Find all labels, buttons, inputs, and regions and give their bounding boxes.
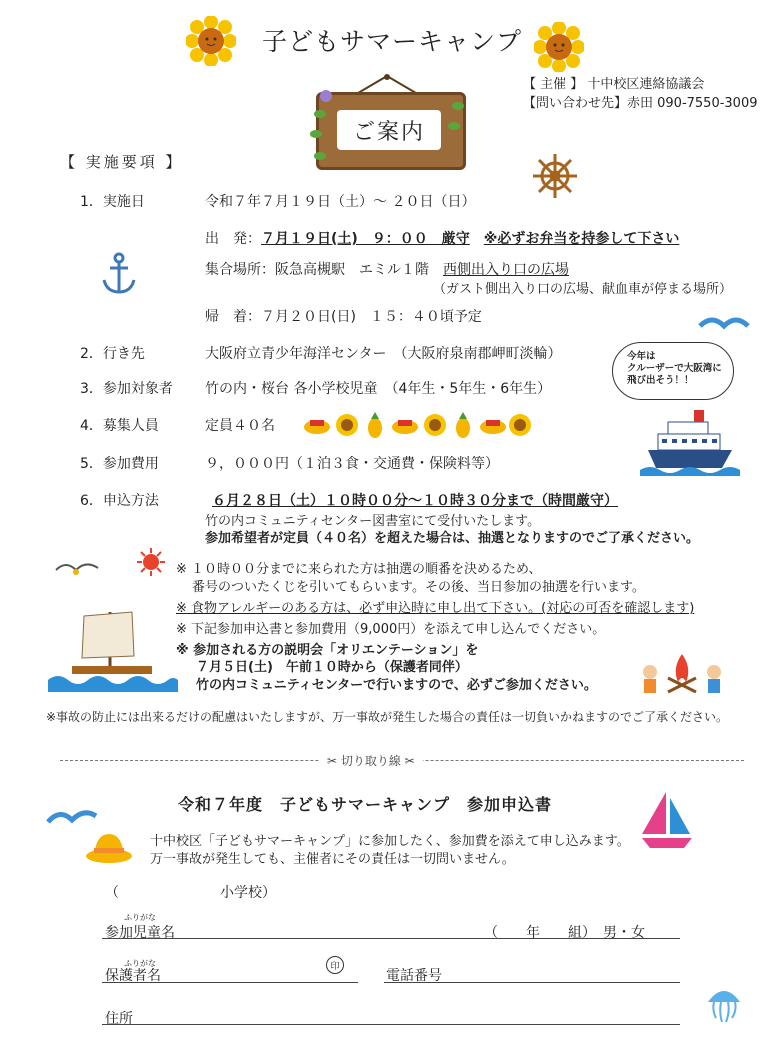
seagull-icon: [698, 312, 750, 340]
note-orientation-1: ※ 参加される方の説明会「オリエンテーション」を: [176, 643, 479, 658]
address-field[interactable]: [102, 1024, 680, 1025]
seal-mark: 印: [326, 956, 344, 974]
depart-prefix: 出 発：: [205, 231, 261, 247]
note-lottery-2: 番号のついたくじを引いてもらいます。その後、当日参加の抽選を行います。: [192, 580, 645, 595]
bubble-line-2: クルーザーで大阪湾に: [627, 363, 722, 374]
section-heading: 【 実施要項 】: [60, 153, 184, 171]
meet-place: 西側出入り口の広場: [443, 262, 569, 278]
form-intro-2: 万一事故が発生しても、主催者にその責任は一切問いません。: [150, 852, 515, 867]
item-fee-label: 5．参加費用: [80, 456, 159, 472]
child-ruby: ふりがな: [124, 913, 156, 922]
sailboat-icon: [638, 790, 696, 852]
phone-field[interactable]: [384, 982, 680, 983]
jellyfish-icon: [704, 984, 744, 1024]
item-destination-value: 大阪府立青少年海洋センター （大阪府泉南郡岬町淡輪）: [205, 346, 562, 362]
item-date-label: 1．実施日: [80, 194, 145, 210]
anchor-icon: [101, 252, 137, 296]
note-lottery-1: ※ １０時００分までに来られた方は抽選の順番を決めるため、: [176, 562, 542, 577]
item-date-value: 令和７年７月１９日（土）～ ２０日（日）: [205, 194, 476, 210]
form-intro-1: 十中校区「子どもサマーキャンプ」に参加したく、参加費を添えて申し込みます。: [150, 834, 630, 849]
organizer-info: [523, 75, 758, 113]
disclaimer: ※事故の防止には出来るだけの配慮はいたしますが、万一事故が発生した場合の責任は一切負いかねますのでご了承ください。: [46, 710, 729, 724]
item-date: [0, 191, 778, 211]
decorative-icon-row: [302, 410, 532, 440]
sun-icon: [136, 547, 166, 577]
grade-class-gender: （ 年 組） 男・女: [484, 925, 645, 941]
phone-label: 電話番号: [386, 968, 442, 984]
apply-place: 竹の内コミュニティセンター図書室にて受付いたします。: [205, 514, 541, 529]
depart-row: [205, 228, 679, 248]
note-orientation-2: ７月５日(土) 午前１０時から（保護者同伴）: [196, 660, 468, 675]
item-capacity-label: 4．募集人員: [80, 418, 159, 434]
sunflower-left-icon: [186, 16, 236, 66]
depart-time: ７月１９日(土) ９：００ 厳守: [261, 231, 470, 247]
sunflower-right-icon: [534, 22, 584, 72]
school-label: 小学校）: [220, 885, 276, 901]
guardian-ruby: ふりがな: [124, 959, 156, 968]
cut-line-label: ✂ 切り取り線 ✂: [319, 752, 423, 769]
item-target-value: 竹の内・桜台 各小学校児童 （4年生・5年生・6年生）: [205, 381, 552, 397]
school-open-paren: （: [105, 885, 119, 901]
campfire-kids-icon: [640, 648, 724, 698]
meet-row: [205, 259, 569, 279]
cruise-ship-icon: [640, 404, 740, 476]
organizer-contact: 【問い合わせ先】赤田 090-7550-3009: [523, 96, 758, 111]
form-title: 令和７年度 子どもサマーキャンプ 参加申込書: [178, 795, 553, 814]
item-destination-label: 2．行き先: [80, 346, 145, 362]
meet-prefix: 集合場所：阪急高槻駅 エミル１階: [205, 262, 443, 278]
item-target: [0, 378, 778, 398]
item-apply-deadline: ６月２８日（土）１０時００分～１０時３０分まで（時間厳守）: [212, 493, 618, 509]
meet-detail: （ガスト側出入り口の広場、献血車が停まる場所）: [433, 282, 733, 297]
return-row: 帰 着：７月２０日(日) １５：４０頃予定: [205, 309, 482, 325]
guardian-name-label: 保護者名: [105, 968, 161, 984]
straw-hat-icon: [84, 828, 134, 864]
seagull-flying-icon: [54, 556, 100, 582]
child-name-label: 参加児童名: [105, 925, 175, 941]
note-allergy: [176, 597, 694, 616]
bubble-line-1: 今年は: [627, 351, 656, 362]
address-label: 住所: [105, 1011, 133, 1027]
item-fee-value: ９，０００円（１泊３食・交通費・保険料等）: [205, 456, 499, 472]
note-fee-submit-text: ※ 下記参加申込書と参加費用（9,000円）を添えて申し込んでください。: [176, 622, 606, 637]
raft-icon: [48, 608, 178, 692]
page-title: 子どもサマーキャンプ: [262, 27, 523, 56]
vine-decoration-icon: [308, 86, 468, 176]
note-orientation-3: 竹の内コミュニティセンターで行いますので、必ずご参加ください。: [196, 678, 597, 693]
guardian-name-field[interactable]: [102, 982, 358, 983]
organizer-host: 【 主催 】 十中校区連絡協議会: [523, 77, 705, 92]
depart-note: ※必ずお弁当を持参して下さい: [483, 231, 680, 247]
bubble-line-3: 飛び出そう！！: [627, 375, 694, 386]
apply-lottery: 参加希望者が定員（４０名）を超えた場合は、抽選となりますのでご了承ください。: [205, 531, 700, 546]
child-name-field[interactable]: [102, 938, 680, 939]
guide-sign-label: ご案内: [337, 110, 441, 150]
note-fee-submit: [176, 618, 605, 637]
item-capacity-value: 定員４０名: [205, 418, 275, 434]
item-target-label: 3．参加対象者: [80, 381, 173, 397]
note-allergy-text: ※ 食物アレルギーのある方は、必ず申込時に申し出て下さい。(対応の可否を確認します): [176, 601, 695, 616]
item-apply: [0, 490, 778, 510]
item-apply-label: 6．申込方法: [80, 493, 159, 509]
